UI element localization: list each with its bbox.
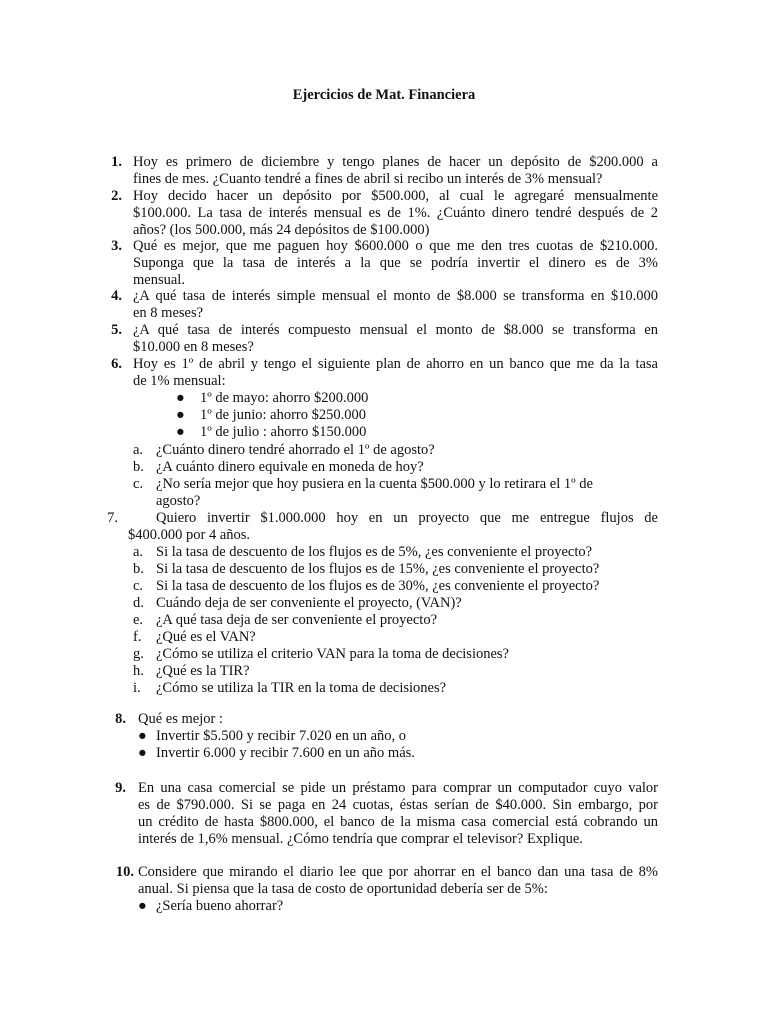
exercise-number: 2. bbox=[111, 188, 122, 204]
bullet-icon: ● bbox=[138, 898, 147, 914]
text-line: Quiero invertir $1.000.000 hoy en un proyecto que me entregue flujos de bbox=[156, 510, 658, 526]
exercise-number: 4. bbox=[111, 288, 122, 304]
sub-question bbox=[133, 442, 658, 459]
sub-question-letter: c. bbox=[133, 578, 144, 594]
text-line: de 1% mensual: bbox=[133, 373, 226, 389]
exercise-text bbox=[133, 188, 658, 239]
exercise-text bbox=[133, 238, 658, 289]
sub-question-letter: h. bbox=[133, 663, 144, 679]
bullet-item bbox=[138, 898, 638, 915]
sub-question-text: Si la tasa de descuento de los flujos es de 15%, ¿es conveniente el proyecto? bbox=[156, 561, 600, 577]
sub-question-text: ¿Cuánto dinero tendré ahorrado el 1º de agosto? bbox=[156, 442, 435, 458]
text-line: mensual. bbox=[133, 272, 185, 288]
bullet-icon: ● bbox=[176, 424, 185, 440]
text-line: ¿A qué tasa de interés compuesto mensual el monto de $8.000 se transforma en bbox=[133, 322, 658, 338]
exercise-number: 3. bbox=[111, 238, 122, 254]
sub-question-letter: i. bbox=[133, 680, 141, 696]
sub-question bbox=[133, 476, 658, 493]
exercise-text bbox=[133, 154, 658, 188]
bullet-icon: ● bbox=[138, 728, 147, 744]
text-line: Hoy es 1º de abril y tengo el siguiente plan de ahorro en un banco que me da la tasa bbox=[133, 356, 658, 372]
exercise-text: Qué es mejor : bbox=[138, 711, 223, 727]
exercise-text bbox=[156, 510, 658, 527]
sub-question bbox=[133, 612, 658, 629]
exercise-number: 10. bbox=[115, 864, 134, 880]
exercise-text bbox=[133, 322, 658, 356]
text-line: es de $790.000. Si se paga en 24 cuotas, éstas serían de $40.000. Sin embargo, por bbox=[138, 797, 658, 813]
bullet-item bbox=[138, 728, 638, 745]
sub-question bbox=[133, 578, 658, 595]
sub-question-text: agosto? bbox=[156, 493, 201, 509]
bullet-list bbox=[138, 728, 638, 762]
bullet-text: 1º de mayo: ahorro $200.000 bbox=[200, 390, 369, 406]
text-line: En una casa comercial se pide un préstamo para comprar un computador cuyo valor bbox=[138, 780, 658, 796]
text-line: $100.000. La tasa de interés mensual es de 1%. ¿Cuánto dinero tendré después de 2 bbox=[133, 205, 658, 221]
bullet-item bbox=[176, 390, 576, 407]
sub-question-letter: g. bbox=[133, 646, 144, 662]
sub-question-list bbox=[133, 544, 658, 697]
sub-question-letter: f. bbox=[133, 629, 142, 645]
bullet-icon: ● bbox=[176, 407, 185, 423]
sub-question-letter: b. bbox=[133, 459, 144, 475]
sub-question-text: ¿A qué tasa deja de ser conveniente el proyecto? bbox=[156, 612, 438, 628]
exercise-number: 1. bbox=[111, 154, 122, 170]
text-line: Suponga que la tasa de interés a la que se podría invertir el dinero es de 3% bbox=[133, 255, 658, 271]
sub-question bbox=[133, 459, 658, 476]
bullet-icon: ● bbox=[176, 390, 185, 406]
exercise-number: 7. bbox=[107, 510, 118, 526]
text-line: Hoy decido hacer un depósito por $500.000, al cual le agregaré mensualmente bbox=[133, 188, 658, 204]
bullet-list bbox=[138, 898, 638, 915]
exercise-text bbox=[138, 864, 658, 898]
bullet-list bbox=[176, 390, 576, 441]
sub-question bbox=[133, 663, 658, 680]
text-line: un crédito de hasta $800.000, el banco de la misma casa comercial está cobrando un bbox=[138, 814, 658, 830]
sub-question-letter: d. bbox=[133, 595, 144, 611]
bullet-item bbox=[138, 745, 638, 762]
text-line: $10.000 en 8 meses? bbox=[133, 339, 254, 355]
bullet-text: Invertir 6.000 y recibir 7.600 en un año más. bbox=[156, 745, 415, 761]
text-line: Considere que mirando el diario lee que por ahorrar en el banco dan una tasa de 8% bbox=[138, 864, 658, 880]
bullet-text: ¿Sería bueno ahorrar? bbox=[156, 898, 284, 914]
exercise-text bbox=[133, 356, 658, 390]
sub-question-letter: b. bbox=[133, 561, 144, 577]
sub-question-list bbox=[133, 442, 658, 510]
sub-question-text: Si la tasa de descuento de los flujos es de 30%, ¿es conveniente el proyecto? bbox=[156, 578, 600, 594]
sub-question-letter: a. bbox=[133, 544, 144, 560]
sub-question-text: ¿Cómo se utiliza el criterio VAN para la toma de decisiones? bbox=[156, 646, 509, 662]
exercise-number: 5. bbox=[111, 322, 122, 338]
sub-question-text: ¿Qué es la TIR? bbox=[156, 663, 250, 679]
sub-question-letter: e. bbox=[133, 612, 144, 628]
sub-question-text: Si la tasa de descuento de los flujos es de 5%, ¿es conveniente el proyecto? bbox=[156, 544, 593, 560]
text-line: interés de 1,6% mensual. ¿Cómo tendría que comprar el televisor? Explique. bbox=[138, 831, 583, 847]
sub-question-letter: c. bbox=[133, 476, 144, 492]
sub-question-text: ¿A cuánto dinero equivale en moneda de hoy? bbox=[156, 459, 424, 475]
sub-question bbox=[133, 561, 658, 578]
exercise-number: 8. bbox=[115, 711, 126, 727]
sub-question-text: ¿Qué es el VAN? bbox=[156, 629, 256, 645]
sub-question bbox=[133, 680, 658, 697]
bullet-icon: ● bbox=[138, 745, 147, 761]
sub-question bbox=[133, 629, 658, 646]
text-line: en 8 meses? bbox=[133, 305, 204, 321]
exercise-number: 9. bbox=[115, 780, 126, 796]
bullet-text: 1º de junio: ahorro $250.000 bbox=[200, 407, 366, 423]
bullet-item bbox=[176, 407, 576, 424]
text-line: ¿A qué tasa de interés simple mensual el monto de $8.000 se transforma en $10.000 bbox=[133, 288, 658, 304]
sub-question-text: ¿Cómo se utiliza la TIR en la toma de decisiones? bbox=[156, 680, 447, 696]
bullet-text: Invertir $5.500 y recibir 7.020 en un año, o bbox=[156, 728, 407, 744]
sub-question bbox=[133, 595, 658, 612]
document-title: Ejercicios de Mat. Financiera bbox=[292, 87, 476, 103]
sub-question-letter: a. bbox=[133, 442, 144, 458]
text-line: fines de mes. ¿Cuanto tendré a fines de abril si recibo un interés de 3% mensual? bbox=[133, 171, 603, 187]
exercise-text bbox=[138, 780, 658, 848]
bullet-text: 1º de julio : ahorro $150.000 bbox=[200, 424, 367, 440]
sub-question bbox=[133, 493, 658, 510]
text-line: años? (los 500.000, más 24 depósitos de $100.000) bbox=[133, 222, 430, 238]
sub-question-text: Cuándo deja de ser conveniente el proyecto, (VAN)? bbox=[156, 595, 462, 611]
exercise-number: 6. bbox=[111, 356, 122, 372]
text-line: anual. Si piensa que la tasa de costo de oportunidad debería ser de 5%: bbox=[138, 881, 548, 897]
bullet-item bbox=[176, 424, 576, 441]
sub-question bbox=[133, 646, 658, 663]
text-line: Qué es mejor, que me paguen hoy $600.000 o que me den tres cuotas de $210.000. bbox=[133, 238, 658, 254]
sub-question bbox=[133, 544, 658, 561]
text-line: Hoy es primero de diciembre y tengo planes de hacer un depósito de $200.000 a bbox=[133, 154, 658, 170]
exercise-text bbox=[133, 288, 658, 322]
text-line: $400.000 por 4 años. bbox=[128, 527, 251, 543]
sub-question-text: ¿No sería mejor que hoy pusiera en la cuenta $500.000 y lo retirara el 1º de bbox=[156, 476, 593, 492]
